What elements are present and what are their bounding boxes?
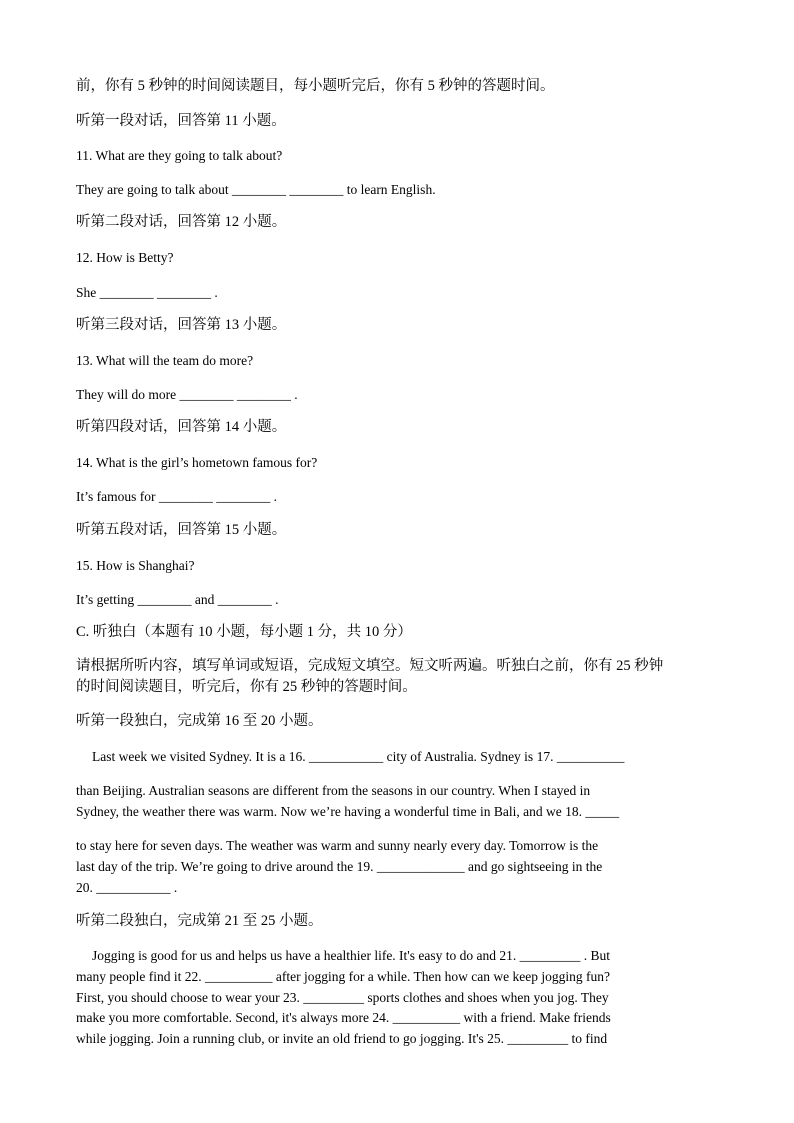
intro-line: 前，你有 5 秒钟的时间阅读题目，每小题听完后，你有 5 秒钟的答题时间。 — [76, 78, 555, 94]
monologue-2-line-1: Jogging is good for us and helps us have a healthier life. It's easy to do and 21. _________ . But — [92, 948, 610, 963]
answer-line-12: She ________ ________ . — [76, 285, 218, 300]
section-heading-13: 听第三段对话，回答第 13 小题。 — [76, 317, 287, 333]
monologue-1-line-4: to stay here for seven days. The weather was warm and sunny nearly every day. Tomorrow is the — [76, 838, 599, 853]
section-heading-14: 听第四段对话，回答第 14 小题。 — [76, 419, 287, 435]
question-12: 12. How is Betty? — [76, 250, 174, 265]
answer-line-13: They will do more ________ ________ . — [76, 387, 298, 402]
section-heading-11: 听第一段对话，回答第 11 小题。 — [76, 113, 286, 129]
monologue-1-line-2: than Beijing. Australian seasons are different from the seasons in our country. When I stayed in — [76, 783, 591, 798]
question-13: 13. What will the team do more? — [76, 353, 254, 368]
answer-line-11: They are going to talk about ________ ________ to learn English. — [76, 182, 436, 197]
monologue-2-line-3: First, you should choose to wear your 23. _________ sports clothes and shoes when you jog. They — [76, 990, 609, 1005]
question-14: 14. What is the girl’s hometown famous for? — [76, 455, 318, 470]
instructions-line-2: 的时间阅读题目，听完后，你有 25 秒钟的答题时间。 — [76, 679, 417, 695]
monologue-1-line-5: last day of the trip. We’re going to drive around the 19. _____________ and go sightseeing in the — [76, 859, 603, 874]
part-c-heading: C. 听独白（本题有 10 小题，每小题 1 分，共 10 分） — [76, 624, 412, 640]
monologue-2-line-5: while jogging. Join a running club, or invite an old friend to go jogging. It's 25. _________ to find — [76, 1031, 608, 1046]
question-11: 11. What are they going to talk about? — [76, 148, 283, 163]
monologue-1-heading: 听第一段独白，完成第 16 至 20 小题。 — [76, 713, 323, 729]
section-heading-15: 听第五段对话，回答第 15 小题。 — [76, 522, 287, 538]
monologue-2-line-4: make you more comfortable. Second, it's always more 24. __________ with a friend. Make friends — [76, 1010, 611, 1025]
question-15: 15. How is Shanghai? — [76, 558, 195, 573]
monologue-1-line-6: 20. ___________ . — [76, 880, 178, 895]
monologue-1-line-3: Sydney, the weather there was warm. Now we’re having a wonderful time in Bali, and we 18. _____ — [76, 804, 620, 819]
answer-line-14: It’s famous for ________ ________ . — [76, 489, 277, 504]
monologue-1-line-1: Last week we visited Sydney. It is a 16. ___________ city of Australia. Sydney is 17. __________ — [92, 749, 625, 764]
section-heading-12: 听第二段对话，回答第 12 小题。 — [76, 214, 287, 230]
monologue-2-heading: 听第二段独白，完成第 21 至 25 小题。 — [76, 913, 323, 929]
monologue-2-line-2: many people find it 22. __________ after jogging for a while. Then how can we keep jogging fun? — [76, 969, 610, 984]
instructions-line-1: 请根据所听内容，填写单词或短语，完成短文填空。短文听两遍。听独白之前，你有 25 秒钟 — [76, 658, 664, 674]
answer-line-15: It’s getting ________ and ________ . — [76, 592, 279, 607]
